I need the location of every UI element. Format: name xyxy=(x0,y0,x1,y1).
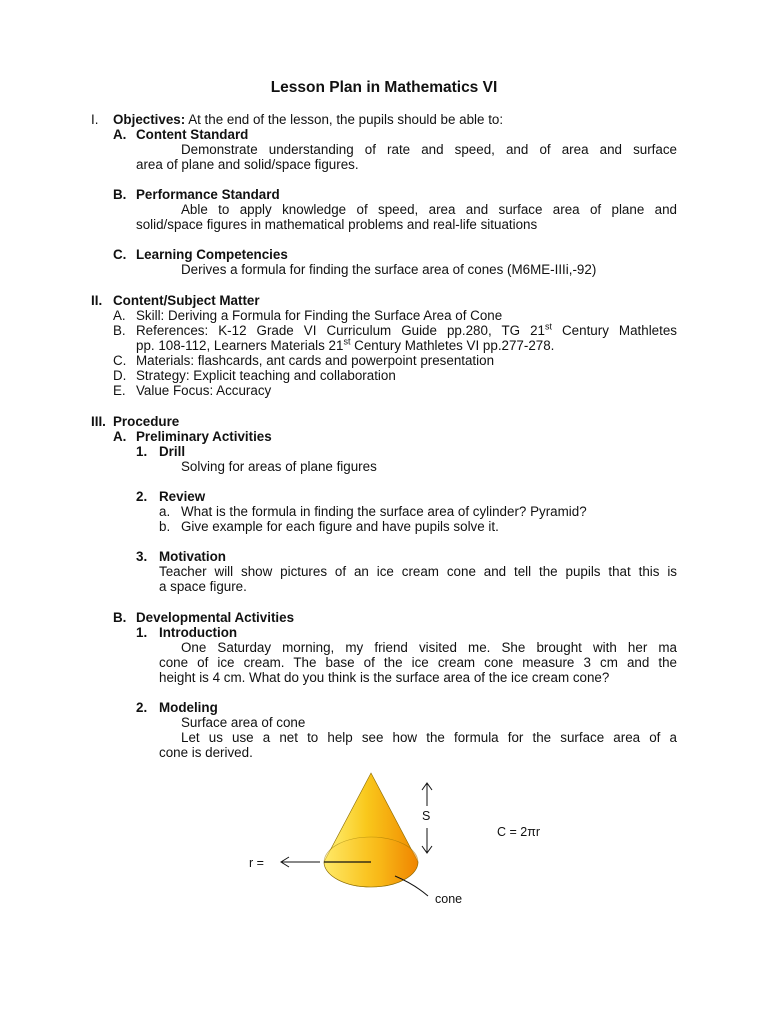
preliminary-activities-heading: Preliminary Activities xyxy=(136,429,272,444)
list-letter: A. xyxy=(113,429,127,444)
review-item-a: What is the formula in finding the surface area of cylinder? Pyramid? xyxy=(181,504,587,519)
list-letter: B. xyxy=(113,187,127,202)
section-number: I. xyxy=(91,112,99,127)
drill-heading: Drill xyxy=(159,444,186,459)
motivation-heading: Motivation xyxy=(159,549,226,564)
radius-label: r = xyxy=(249,856,264,870)
list-letter: B. xyxy=(113,323,126,338)
modeling-heading: Modeling xyxy=(159,700,218,715)
review-item-b: Give example for each figure and have pupils solve it. xyxy=(181,519,499,534)
motivation-line-2: a space figure. xyxy=(159,579,247,594)
content-standard-line-1: Demonstrate understanding of rate and speed, and of area and surface xyxy=(181,142,677,157)
ordinal-suffix: st xyxy=(343,336,351,347)
list-number: 2. xyxy=(136,700,148,715)
content-strategy: Strategy: Explicit teaching and collaboration xyxy=(136,368,396,383)
references-text: Century Mathletes xyxy=(551,323,677,338)
content-standard-heading: Content Standard xyxy=(136,127,249,142)
modeling-line-3: cone is derived. xyxy=(159,745,253,760)
developmental-activities-heading: Developmental Activities xyxy=(136,610,295,625)
introduction-heading: Introduction xyxy=(159,625,238,640)
performance-standard-line-2: solid/space figures in mathematical problems and real-life situations xyxy=(136,217,538,232)
list-letter: A. xyxy=(113,308,126,323)
performance-standard-line-1: Able to apply knowledge of speed, area and surface area of plane and xyxy=(181,202,677,217)
content-standard-line-2: area of plane and solid/space figures. xyxy=(136,157,359,172)
section-number: III. xyxy=(91,414,106,429)
list-letter: a. xyxy=(159,504,171,519)
list-letter: C. xyxy=(113,247,127,262)
section-number: II. xyxy=(91,293,103,308)
review-heading: Review xyxy=(159,489,206,504)
circumference-formula: C = 2πr xyxy=(497,825,541,839)
introduction-line-3: height is 4 cm. What do you think is the surface area of the ice cream cone? xyxy=(159,670,610,685)
modeling-line-1: Surface area of cone xyxy=(181,715,306,730)
list-letter: E. xyxy=(113,383,126,398)
list-number: 3. xyxy=(136,549,148,564)
slant-height-label: S xyxy=(422,809,431,823)
introduction-line-2: cone of ice cream. The base of the ice cream cone measure 3 cm and the xyxy=(159,655,677,670)
list-letter: C. xyxy=(113,353,127,368)
content-skill: Skill: Deriving a Formula for Finding the Surface Area of Cone xyxy=(136,308,503,323)
ordinal-suffix: st xyxy=(544,323,552,332)
cone-label: cone xyxy=(435,892,463,906)
list-letter: D. xyxy=(113,368,127,383)
page-title: Lesson Plan in Mathematics VI xyxy=(270,79,498,96)
learning-competencies-heading: Learning Competencies xyxy=(136,247,288,262)
introduction-line-1: One Saturday morning, my friend visited me. She brought with her ma xyxy=(181,640,677,655)
content-heading: Content/Subject Matter xyxy=(113,293,260,308)
modeling-line-2: Let us use a net to help see how the formula for the surface area of a xyxy=(181,730,677,745)
objectives-text: At the end of the lesson, the pupils should be able to: xyxy=(188,112,504,127)
motivation-line-1: Teacher will show pictures of an ice cream cone and tell the pupils that this is xyxy=(159,564,677,579)
learning-competencies-line: Derives a formula for finding the surface area of cones (M6ME-IIIi,-92) xyxy=(181,262,597,277)
list-letter: A. xyxy=(113,127,127,142)
list-number: 1. xyxy=(136,625,148,640)
content-materials: Materials: flashcards, ant cards and powerpoint presentation xyxy=(136,353,495,368)
references-text: pp. 108-112, Learners Materials 21 xyxy=(136,338,344,353)
references-text: Century Mathletes VI pp.277-278. xyxy=(350,338,555,353)
performance-standard-heading: Performance Standard xyxy=(136,187,280,202)
objectives-label: Objectives: xyxy=(113,112,186,127)
list-number: 2. xyxy=(136,489,148,504)
references-text: References: K-12 Grade VI Curriculum Guide pp.280, TG 21 xyxy=(136,323,545,338)
drill-text: Solving for areas of plane figures xyxy=(181,459,377,474)
content-value-focus: Value Focus: Accuracy xyxy=(136,383,272,398)
procedure-heading: Procedure xyxy=(113,414,180,429)
list-number: 1. xyxy=(136,444,148,459)
list-letter: B. xyxy=(113,610,127,625)
list-letter: b. xyxy=(159,519,171,534)
